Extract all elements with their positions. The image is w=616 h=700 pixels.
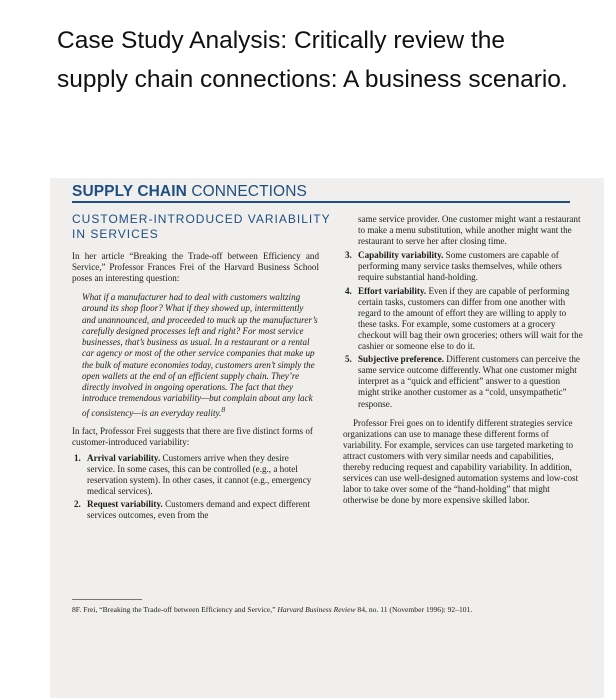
item-text: Different customers can perceive the same service outcome differently. What one customer might interpret as a “quick and efficient” answer to a question might strike another customer as a “cold, unsympathetic” response. [358, 354, 580, 409]
item-number: 5. [345, 354, 352, 365]
box-header [72, 183, 307, 201]
list-item [343, 250, 583, 283]
item-text: Customers arrive when they desire service. In some cases, this can be controlled (e.g., a hotel reservation system). In other cases, it cannot (e.g., emergency medical services). [87, 452, 312, 497]
footnote [72, 605, 572, 614]
variability-list-right [343, 250, 583, 409]
right-column [343, 214, 583, 506]
item-text: Customers demand and expect different services outcomes, even from the [87, 499, 310, 521]
item-term: Subjective preference. [358, 354, 445, 365]
section-title: CUSTOMER-INTRODUCED VARIABILITY IN SERVICES [72, 212, 331, 241]
footnote-journal: Harvard Business Review [277, 605, 356, 614]
item-number: 2. [74, 499, 81, 510]
footnote-prefix: 8F. Frei, “Breaking the Trade-off between Efficiency and Service,” [72, 605, 278, 614]
item-term: Request variability. [87, 499, 163, 510]
item-text: Even if they are capable of performing certain tasks, customers can differ from one another with regard to the amount of effort they are willing to apply to these tasks. For example, some customers at a grocery checkout will bag their own groceries; others will wait for the cashier or someone else to do it. [358, 285, 583, 352]
item-number: 3. [345, 250, 352, 261]
item-term: Capability variability. [358, 250, 444, 261]
list-item [343, 354, 583, 409]
five-forms-paragraph: In fact, Professor Frei suggests that there are five distinct forms of customer-introduced variability: [72, 425, 313, 447]
textbook-scan [50, 178, 604, 698]
list-item [343, 286, 583, 353]
variability-list-left [72, 453, 319, 522]
closing-paragraph: Professor Frei goes on to identify different strategies service organizations can use to manage these different forms of variability. For example, services can use targeted marketing to attract customers with very similar needs and capabilities, thereby reducing request and capability variability. In addition, services can use well-designed automation systems and low-cost labor to take over some of the “hand-holding” that might otherwise be done by more expensive skilled labor. [343, 417, 579, 506]
box-header-bold: SUPPLY CHAIN [72, 183, 187, 200]
item-text: Some customers are capable of performing many service tasks themselves, while others require substantial hand-holding. [358, 250, 562, 283]
list-item [72, 499, 319, 521]
item-term: Effort variability. [358, 285, 427, 296]
page-title: Case Study Analysis: Critically review the supply chain connections: A business scenario. [57, 27, 568, 93]
block-quote [82, 292, 319, 419]
box-header-rest: CONNECTIONS [186, 183, 307, 200]
footnote-rule [72, 599, 142, 600]
quote-text: What if a manufacturer had to deal with customers waltzing around its shop floor? What if they showed up, intermittently and unannounced, and proceeded to muck up the manufacturer’s carefully designed processes left and right? For most service businesses, that’s business as usual. In a restaurant or a rental car agency or most of the other service companies that make up the bulk of mature economies today, customers aren’t simply the open wallets at the end of an efficient supply chain. They’re directly involved in ongoing operations. The fact that they introduce tremendous variability—but complain about any lack of consistency—is an everyday reality. [82, 292, 318, 419]
left-column [72, 251, 319, 523]
lead-paragraph: In her article “Breaking the Trade-off between Efficiency and Service,” Professor Frances Frei of the Harvard Business School poses an interesting question: [72, 251, 319, 284]
footnote-suffix: 84, no. 11 (November 1996): 92–101. [355, 605, 473, 614]
item-number: 4. [345, 285, 352, 296]
header-rule [72, 201, 570, 203]
item-term: Arrival variability. [87, 452, 161, 463]
item-number: 1. [74, 452, 81, 463]
quote-footnote-mark: 8 [221, 405, 226, 415]
list-item [72, 453, 319, 497]
continuation-paragraph: same service provider. One customer might want a restaurant to make a menu substitution, while another might want the restaurant to serve her after closing time. [358, 214, 581, 247]
